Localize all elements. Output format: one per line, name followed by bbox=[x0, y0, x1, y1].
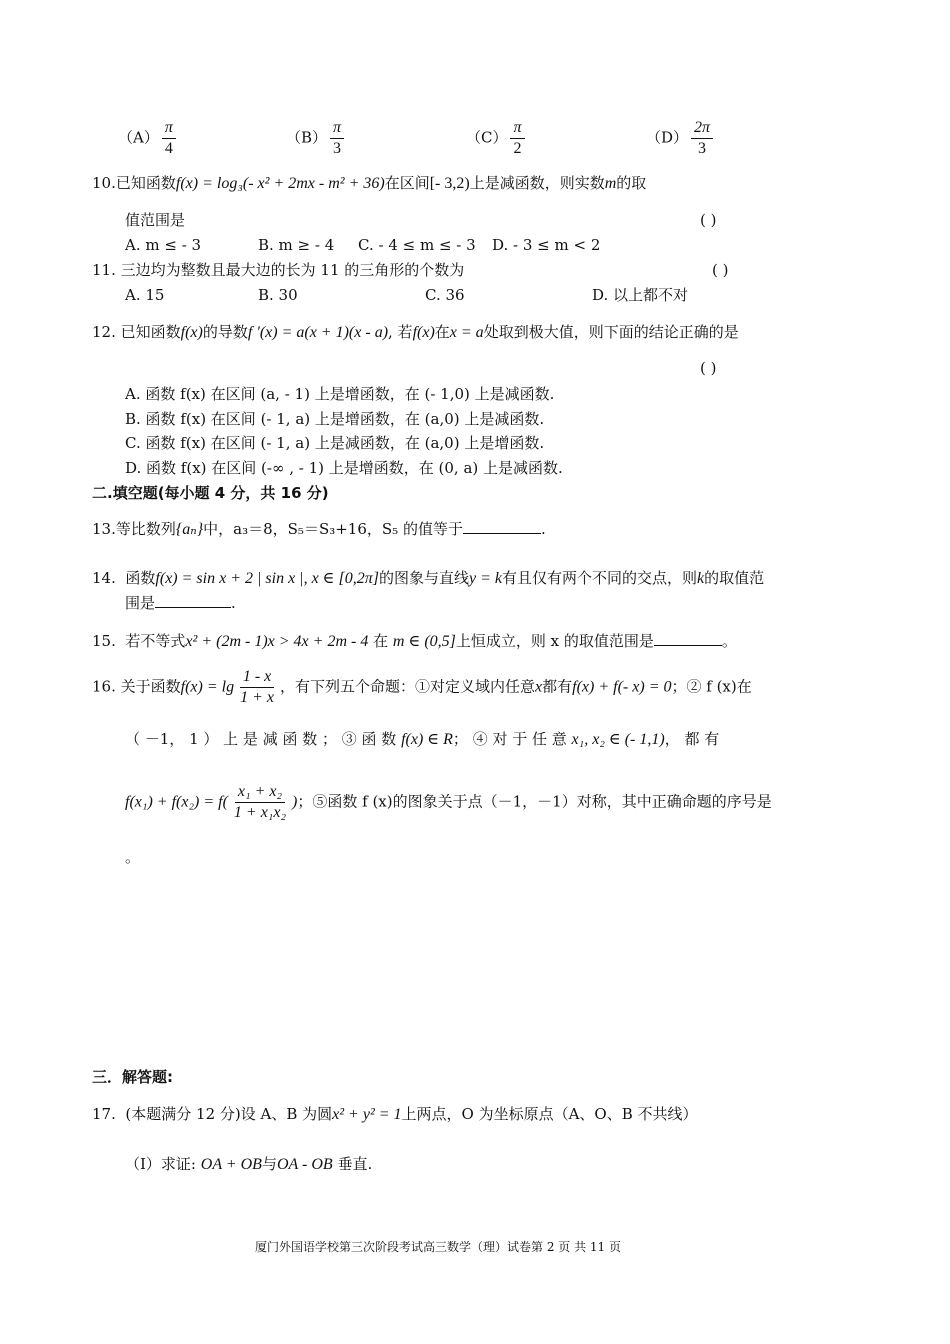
question-number: 11. bbox=[92, 261, 116, 279]
stem-text: , 若 bbox=[388, 323, 413, 341]
stem-text: 已知函数 bbox=[120, 323, 181, 341]
formula: f(x) + f(- x) = 0 bbox=[572, 678, 672, 696]
stem-text: 关于函数 bbox=[120, 677, 181, 696]
stem-text: 围是 bbox=[125, 594, 156, 612]
q16-stem-line4: 。 bbox=[125, 848, 141, 866]
option-label: （C） bbox=[466, 128, 508, 147]
formula: f(x) bbox=[412, 324, 435, 341]
q15-stem bbox=[92, 630, 737, 653]
q16-stem-line2 bbox=[125, 728, 719, 751]
formula: f(x) = lg bbox=[180, 678, 235, 696]
question-number: 16. bbox=[92, 677, 116, 696]
question-number: 15. bbox=[92, 632, 116, 650]
stem-text: ， 都 有 bbox=[664, 730, 720, 748]
numerator: x₁ + x₂ bbox=[235, 782, 285, 803]
variable: k bbox=[697, 570, 705, 587]
fraction bbox=[691, 118, 713, 159]
option-label: （A） bbox=[118, 128, 159, 147]
q9-option-c bbox=[466, 118, 528, 159]
stem-text: . bbox=[540, 520, 546, 538]
formula: ) bbox=[292, 793, 298, 811]
formula: x² + (2m - 1)x > 4x + 2m - 4 bbox=[185, 633, 369, 650]
fraction bbox=[231, 782, 289, 823]
section-title: 二.填空题(每小题 4 分，共 16 分) bbox=[92, 484, 329, 502]
q10-option-c: C. - 4 ≤ m ≤ - 3 bbox=[358, 236, 476, 254]
formula: y = k bbox=[469, 570, 502, 587]
q10-option-b: B. m ≥ - 4 bbox=[258, 236, 335, 254]
stem-text: ；⑤函数 f (x)的图象关于点（－1，－1）对称，其中正确命题的序号是 bbox=[297, 792, 772, 811]
stem-text: 上恒成立，则 x 的取值范围是 bbox=[455, 632, 654, 650]
question-number: 13. bbox=[92, 520, 116, 538]
stem-text: ；② f (x)在 bbox=[671, 677, 752, 696]
answer-paren: ( ) bbox=[700, 211, 717, 229]
q11-option-d: D. 以上都不对 bbox=[592, 286, 689, 304]
stem-text: 的取 bbox=[616, 174, 647, 192]
q9-option-b bbox=[286, 118, 347, 159]
stem-text: 。 bbox=[721, 632, 737, 650]
stem-text: (本题满分 12 分)设 A、B 为圆 bbox=[125, 1105, 333, 1123]
formula: {aₙ} bbox=[175, 521, 204, 538]
q10-stem-line2: 值范围是 bbox=[125, 211, 186, 229]
stem-text: 等比数列 bbox=[115, 520, 176, 538]
stem-text: 垂直. bbox=[337, 1155, 373, 1173]
numerator: π bbox=[162, 118, 176, 139]
q12-option-b: B. 函数 f(x) 在区间 (- 1, a) 上是增函数，在 (a,0) 上是减函数. bbox=[125, 410, 545, 428]
stem-text: 已知函数 bbox=[115, 174, 176, 192]
stem-text: ，有下列五个命题：①对定义域内任意 bbox=[280, 677, 536, 696]
fraction bbox=[237, 667, 277, 708]
denominator: 1 + x₁x₂ bbox=[233, 804, 287, 821]
q11-stem bbox=[92, 259, 464, 281]
numerator: 2π bbox=[691, 118, 713, 139]
formula: x² + y² = 1 bbox=[332, 1106, 402, 1123]
stem-text: 函数 bbox=[125, 569, 156, 587]
formula: x = a bbox=[449, 324, 484, 341]
question-number: 14. bbox=[92, 569, 116, 587]
formula: f(x) ∈ R bbox=[401, 731, 453, 748]
denominator: 3 bbox=[333, 140, 342, 157]
stem-text: . bbox=[231, 594, 236, 612]
q17-part1 bbox=[125, 1153, 372, 1176]
stem-text: 在 bbox=[373, 632, 389, 650]
stem-text: 上是减函数，则实数 bbox=[469, 174, 605, 192]
section-title: 三．解答题: bbox=[92, 1068, 173, 1086]
q12-option-a: A. 函数 f(x) 在区间 (a, - 1) 上是增函数，在 (- 1,0) 上是减函数. bbox=[125, 385, 555, 403]
q10-option-a: A. m ≤ - 3 bbox=[125, 236, 202, 254]
question-number: 10. bbox=[92, 174, 116, 192]
q11-option-a: A. 15 bbox=[125, 286, 165, 304]
stem-text: 若不等式 bbox=[125, 632, 186, 650]
numerator: π bbox=[510, 118, 524, 139]
answer-paren: ( ) bbox=[700, 359, 717, 377]
q14-stem-line2 bbox=[125, 592, 236, 614]
variable: x bbox=[535, 678, 543, 696]
question-number: 17. bbox=[92, 1105, 116, 1123]
stem-text: 都有 bbox=[542, 677, 573, 696]
formula: m ∈ (0,5] bbox=[392, 633, 456, 650]
q12-option-c: C. 函数 f(x) 在区间 (- 1, a) 上是减函数，在 (a,0) 上是增函数. bbox=[125, 434, 545, 452]
answer-paren: ( ) bbox=[712, 261, 729, 279]
denominator: 1 + x bbox=[240, 689, 275, 706]
question-number: 12. bbox=[92, 323, 116, 341]
denominator: 3 bbox=[698, 140, 707, 157]
fraction bbox=[510, 118, 524, 159]
q9-option-a bbox=[118, 118, 179, 162]
q17-stem bbox=[92, 1103, 698, 1126]
variable: m bbox=[604, 175, 617, 192]
formula: f ′(x) = a(x + 1)(x - a) bbox=[247, 324, 389, 341]
numerator: π bbox=[330, 118, 344, 139]
q16-stem-line3 bbox=[125, 782, 772, 826]
formula: f(x₁) + f(x₂) = f( bbox=[125, 793, 228, 811]
formula: f(x) bbox=[180, 324, 203, 341]
formula: OA + OB bbox=[200, 1156, 262, 1173]
interval: [- 3,2) bbox=[429, 175, 470, 192]
stem-text: （ －1， 1 ） 上 是 减 函 数 ； ③ 函 数 bbox=[125, 730, 397, 748]
q9-option-d bbox=[646, 118, 716, 159]
stem-text: 三边均为整数且最大边的长为 11 的三角形的个数为 bbox=[120, 261, 465, 279]
fraction bbox=[162, 118, 176, 159]
part-label: （Ⅰ）求证: bbox=[125, 1155, 196, 1173]
stem-text: 在 bbox=[434, 323, 450, 341]
answer-blank[interactable] bbox=[654, 631, 722, 646]
q16-stem bbox=[92, 667, 752, 711]
stem-text: 中，a₃＝8，S₅＝S₃+16，S₅ 的值等于 bbox=[203, 520, 463, 538]
q14-stem bbox=[92, 567, 764, 590]
stem-text: 的取值范 bbox=[704, 569, 765, 587]
stem-text: ； ④ 对 于 任 意 bbox=[452, 730, 567, 748]
page-footer: 厦门外国语学校第三次阶段考试高三数学（理）试卷第 2 页 共 11 页 bbox=[255, 1240, 621, 1254]
formula: x₁, x₂ ∈ (- 1,1) bbox=[571, 731, 665, 748]
denominator: 2 bbox=[513, 140, 522, 157]
stem-text: 处取到极大值，则下面的结论正确的是 bbox=[483, 323, 739, 341]
formula: f(x) = log₃(- x² + 2mx - m² + 36) bbox=[175, 175, 385, 192]
option-label: （B） bbox=[286, 128, 328, 147]
stem-text: 与 bbox=[261, 1155, 277, 1173]
answer-blank[interactable] bbox=[155, 593, 231, 608]
stem-text: 有且仅有两个不同的交点，则 bbox=[502, 569, 698, 587]
stem-text: 上两点，O 为坐标原点（A、O、B 不共线） bbox=[401, 1105, 698, 1123]
q12-option-d: D. 函数 f(x) 在区间 (-∞ , - 1) 上是增函数，在 (0, a) 上是减函数. bbox=[125, 459, 563, 477]
stem-text: 在区间 bbox=[384, 174, 430, 192]
option-label: （D） bbox=[646, 128, 689, 147]
q12-stem bbox=[92, 321, 739, 344]
stem-text: 的导数 bbox=[202, 323, 248, 341]
answer-blank[interactable] bbox=[463, 519, 541, 534]
fraction bbox=[330, 118, 344, 159]
stem-text: 的图象与直线 bbox=[378, 569, 469, 587]
q10-stem bbox=[92, 172, 646, 195]
q10-option-d: D. - 3 ≤ m < 2 bbox=[492, 236, 601, 254]
q11-option-b: B. 30 bbox=[258, 286, 298, 304]
numerator: 1 - x bbox=[240, 667, 274, 688]
denominator: 4 bbox=[164, 140, 173, 157]
formula: OA - OB bbox=[276, 1156, 333, 1173]
q13-stem bbox=[92, 518, 546, 541]
formula: f(x) = sin x + 2 | sin x |, x ∈ [0,2π] bbox=[155, 570, 379, 587]
q11-option-c: C. 36 bbox=[425, 286, 465, 304]
